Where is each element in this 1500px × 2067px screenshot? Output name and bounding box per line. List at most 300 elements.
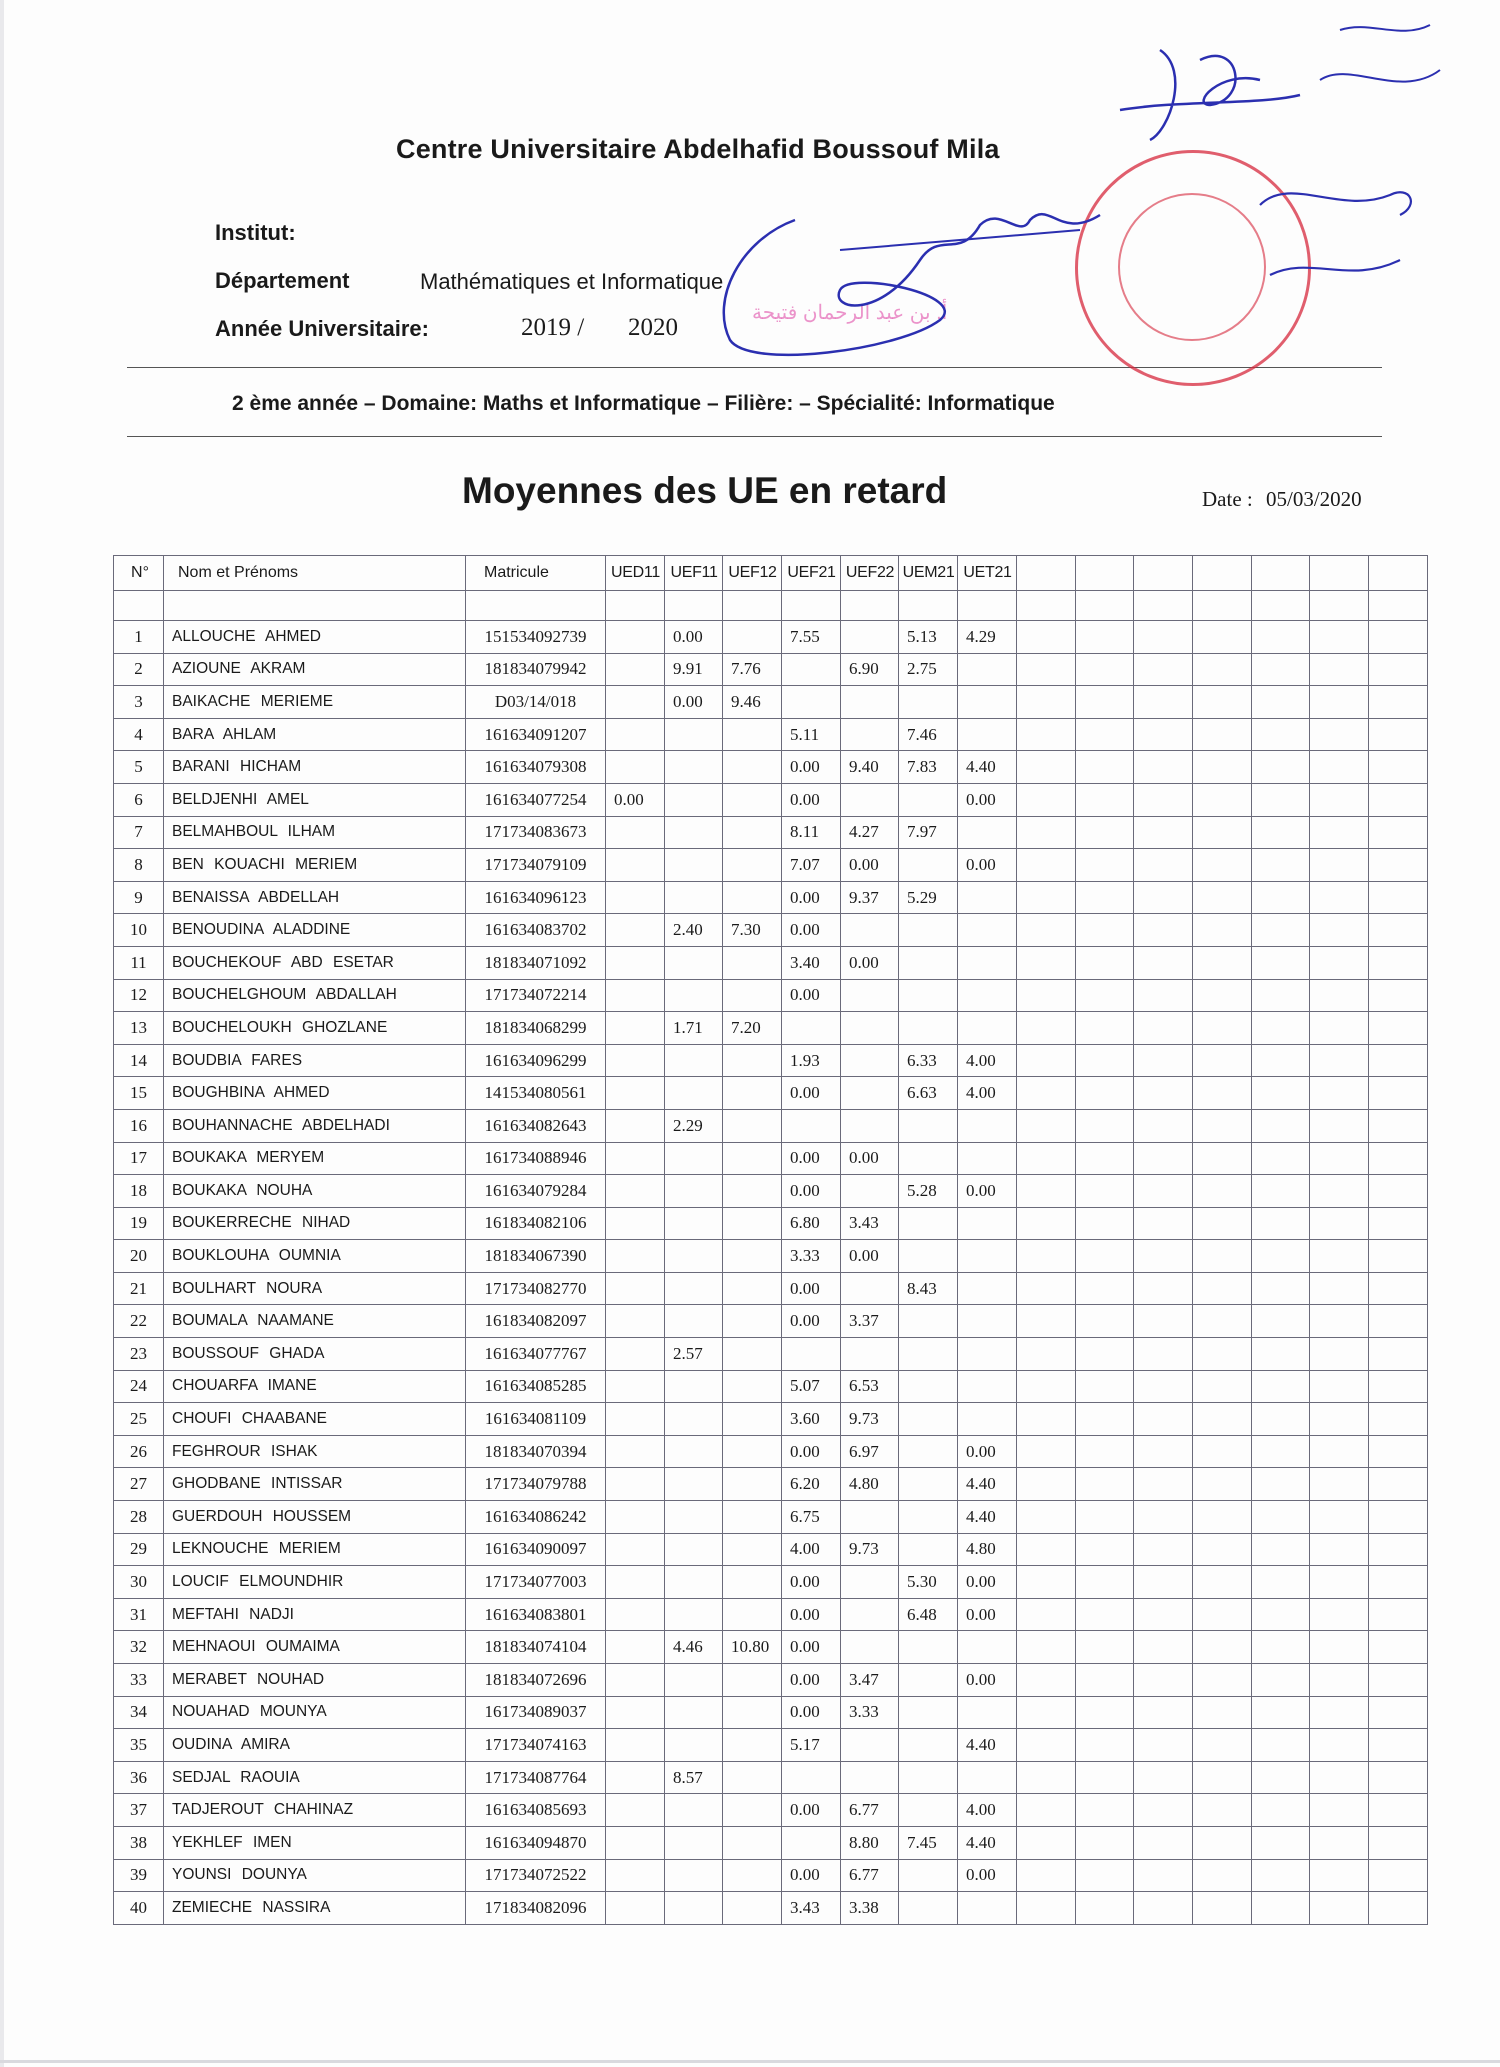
grade-uem21: [899, 1109, 958, 1142]
empty-cell: [1017, 946, 1076, 979]
grade-uem21: [899, 1631, 958, 1664]
grade-uef22: [841, 1761, 899, 1794]
grade-uef22: [841, 979, 899, 1012]
table-row: [114, 1859, 1428, 1892]
empty-cell: [1252, 1631, 1310, 1664]
empty-cell: [1369, 1207, 1428, 1240]
table-row: [114, 1468, 1428, 1501]
empty-cell: [1310, 686, 1369, 719]
grade-uef21: 0.00: [782, 1566, 841, 1599]
empty-cell: [1017, 1566, 1076, 1599]
empty-cell: [1076, 1859, 1134, 1892]
student-name: BOUKAKA NOUHA: [164, 1175, 466, 1208]
empty-cell: [1076, 1761, 1134, 1794]
student-name: SEDJAL RAOUIA: [164, 1761, 466, 1794]
institution-title: Centre Universitaire Abdelhafid Boussouf Mila: [396, 134, 1000, 164]
empty-cell: [1369, 1598, 1428, 1631]
grade-uef11: [665, 849, 723, 882]
col-header-uef21: UEF21: [782, 556, 841, 591]
empty-cell: [1193, 1272, 1252, 1305]
grade-uef22: [841, 1729, 899, 1762]
student-name: AZIOUNE AKRAM: [164, 653, 466, 686]
grade-uef22: [841, 783, 899, 816]
empty-cell: [1252, 1207, 1310, 1240]
grade-uef21: 0.00: [782, 1631, 841, 1664]
empty-cell: [1193, 1435, 1252, 1468]
empty-cell: [1134, 1305, 1193, 1338]
empty-cell: [1310, 1664, 1369, 1697]
empty-cell: [1252, 816, 1310, 849]
empty-cell: [1369, 1435, 1428, 1468]
table-row: [114, 979, 1428, 1012]
grade-uef11: [665, 783, 723, 816]
grade-uef21: 0.00: [782, 1664, 841, 1697]
student-matricule: 181834068299: [466, 1012, 606, 1045]
grade-ued11: 0.00: [606, 783, 665, 816]
grade-uet21: 4.80: [958, 1533, 1017, 1566]
empty-cell: [1369, 686, 1428, 719]
grade-ued11: [606, 1826, 665, 1859]
grade-ued11: [606, 1305, 665, 1338]
empty-cell: [1134, 1109, 1193, 1142]
empty-cell: [1310, 1566, 1369, 1599]
table-row: [114, 1664, 1428, 1697]
grade-uef11: [665, 1435, 723, 1468]
empty-cell: [1076, 1044, 1134, 1077]
grade-uef22: [841, 718, 899, 751]
empty-cell: [1252, 849, 1310, 882]
grade-ued11: [606, 1403, 665, 1436]
grade-uef22: 9.73: [841, 1403, 899, 1436]
annee-label: Année Universitaire:: [215, 316, 429, 341]
grade-uef21: 3.40: [782, 946, 841, 979]
empty-cell: [1134, 1044, 1193, 1077]
grade-uem21: [899, 1533, 958, 1566]
grade-uef21: [782, 686, 841, 719]
grade-uef22: 4.80: [841, 1468, 899, 1501]
grade-uem21: [899, 783, 958, 816]
empty-cell: [1252, 914, 1310, 947]
grade-uef12: [723, 1044, 782, 1077]
table-row: [114, 1370, 1428, 1403]
empty-cell: [1369, 1175, 1428, 1208]
grade-uef11: [665, 1468, 723, 1501]
grade-uef22: [841, 1501, 899, 1534]
empty-cell: [1193, 914, 1252, 947]
empty-cell: [1310, 946, 1369, 979]
empty-cell: [1369, 1631, 1428, 1664]
col-header-uet21: UET21: [958, 556, 1017, 591]
empty-cell: [1369, 718, 1428, 751]
grade-uef22: 4.27: [841, 816, 899, 849]
grade-uef21: [782, 1012, 841, 1045]
grade-uet21: [958, 1012, 1017, 1045]
empty-cell: [1017, 1859, 1076, 1892]
grade-uef11: [665, 1826, 723, 1859]
empty-cell: [1017, 1272, 1076, 1305]
grade-uem21: [899, 1664, 958, 1697]
grade-uef21: 6.75: [782, 1501, 841, 1534]
empty-cell: [1310, 1533, 1369, 1566]
grade-uef11: [665, 1272, 723, 1305]
empty-cell: [1310, 1109, 1369, 1142]
empty-cell: [1252, 979, 1310, 1012]
col-header-ued11: UED11: [606, 556, 665, 591]
grade-uem21: [899, 1305, 958, 1338]
grade-uem21: [899, 1696, 958, 1729]
empty-cell: [1193, 1044, 1252, 1077]
grade-ued11: [606, 1501, 665, 1534]
grade-uef21: 5.17: [782, 1729, 841, 1762]
empty-cell: [1134, 946, 1193, 979]
grade-uef21: 8.11: [782, 816, 841, 849]
student-matricule: 171734087764: [466, 1761, 606, 1794]
student-name: LOUCIF ELMOUNDHIR: [164, 1566, 466, 1599]
grade-uef12: [723, 1761, 782, 1794]
grade-uet21: 0.00: [958, 1664, 1017, 1697]
grade-uef11: 2.40: [665, 914, 723, 947]
empty-cell: [1310, 1435, 1369, 1468]
grade-uef22: 6.77: [841, 1794, 899, 1827]
grade-uem21: 5.28: [899, 1175, 958, 1208]
student-name: BELMAHBOUL ILHAM: [164, 816, 466, 849]
grade-uef21: 0.00: [782, 783, 841, 816]
student-name: NOUAHAD MOUNYA: [164, 1696, 466, 1729]
student-matricule: 151534092739: [466, 621, 606, 654]
empty-cell: [1369, 1664, 1428, 1697]
empty-cell: [1252, 1468, 1310, 1501]
empty-cell: [1076, 1826, 1134, 1859]
student-matricule: 161634081109: [466, 1403, 606, 1436]
grade-uef12: [723, 1175, 782, 1208]
row-number: 38: [114, 1826, 164, 1859]
empty-cell: [1193, 1240, 1252, 1273]
empty-cell: [1076, 1696, 1134, 1729]
empty-cell: [1310, 1077, 1369, 1110]
grade-uef21: 0.00: [782, 1305, 841, 1338]
empty-cell: [1017, 1631, 1076, 1664]
grade-uef12: [723, 1272, 782, 1305]
empty-cell: [1017, 1533, 1076, 1566]
grade-uef11: [665, 1892, 723, 1925]
grade-uef11: [665, 1142, 723, 1175]
empty-cell: [1017, 1175, 1076, 1208]
empty-cell: [1252, 1175, 1310, 1208]
student-name: YEKHLEF IMEN: [164, 1826, 466, 1859]
empty-cell: [1193, 1012, 1252, 1045]
grade-uef11: [665, 881, 723, 914]
grade-uef22: 0.00: [841, 1240, 899, 1273]
grade-ued11: [606, 1012, 665, 1045]
empty-cell: [1134, 686, 1193, 719]
grade-uet21: [958, 1338, 1017, 1371]
empty-cell: [1017, 718, 1076, 751]
student-matricule: 181834072696: [466, 1664, 606, 1697]
empty-cell: [1193, 718, 1252, 751]
empty-cell: [1310, 1892, 1369, 1925]
empty-cell: [1017, 783, 1076, 816]
grade-uef21: 0.00: [782, 1435, 841, 1468]
empty-cell: [1369, 1794, 1428, 1827]
student-name: CHOUFI CHAABANE: [164, 1403, 466, 1436]
empty-cell: [1076, 621, 1134, 654]
table-row: [114, 881, 1428, 914]
empty-cell: [1369, 783, 1428, 816]
empty-cell: [1076, 816, 1134, 849]
empty-cell: [1193, 1403, 1252, 1436]
student-name: GHODBANE INTISSAR: [164, 1468, 466, 1501]
empty-cell: [1369, 1109, 1428, 1142]
grade-uem21: [899, 1892, 958, 1925]
empty-cell: [1310, 653, 1369, 686]
student-name: OUDINA AMIRA: [164, 1729, 466, 1762]
grade-uef12: [723, 1077, 782, 1110]
table-row: [114, 816, 1428, 849]
grade-uet21: 0.00: [958, 1598, 1017, 1631]
grade-uem21: 6.33: [899, 1044, 958, 1077]
row-number: 18: [114, 1175, 164, 1208]
student-matricule: 181834071092: [466, 946, 606, 979]
col-header-empty: [1252, 556, 1310, 591]
grade-uem21: [899, 1468, 958, 1501]
student-matricule: 171734079109: [466, 849, 606, 882]
grade-uet21: 0.00: [958, 1435, 1017, 1468]
row-number: 36: [114, 1761, 164, 1794]
empty-cell: [1310, 1501, 1369, 1534]
row-number: 5: [114, 751, 164, 784]
empty-cell: [1076, 1566, 1134, 1599]
empty-cell: [1134, 1403, 1193, 1436]
grade-uef11: [665, 979, 723, 1012]
grade-ued11: [606, 1338, 665, 1371]
grade-ued11: [606, 1370, 665, 1403]
empty-cell: [1076, 783, 1134, 816]
empty-cell: [1369, 1859, 1428, 1892]
empty-cell: [1252, 1240, 1310, 1273]
empty-cell: [1252, 653, 1310, 686]
grade-uef12: [723, 1403, 782, 1436]
empty-cell: [1310, 1044, 1369, 1077]
table-row: [114, 1240, 1428, 1273]
empty-cell: [1076, 1175, 1134, 1208]
empty-cell: [1134, 1826, 1193, 1859]
grade-uem21: 8.43: [899, 1272, 958, 1305]
grade-uef22: 6.97: [841, 1435, 899, 1468]
empty-cell: [1252, 1794, 1310, 1827]
table-row: [114, 1435, 1428, 1468]
grade-uef11: [665, 1859, 723, 1892]
student-matricule: 161634077254: [466, 783, 606, 816]
grade-uem21: [899, 1142, 958, 1175]
grade-uet21: [958, 1696, 1017, 1729]
empty-cell: [1076, 1207, 1134, 1240]
student-name: BARA AHLAM: [164, 718, 466, 751]
grade-uef21: 6.80: [782, 1207, 841, 1240]
grade-uef11: 0.00: [665, 686, 723, 719]
empty-cell: [1076, 1468, 1134, 1501]
grade-ued11: [606, 979, 665, 1012]
empty-cell: [1017, 1664, 1076, 1697]
grade-uem21: [899, 914, 958, 947]
row-number: 7: [114, 816, 164, 849]
grade-uef12: [723, 1696, 782, 1729]
row-number: 24: [114, 1370, 164, 1403]
grade-uem21: [899, 946, 958, 979]
empty-cell: [1252, 1012, 1310, 1045]
empty-cell: [1252, 1305, 1310, 1338]
empty-cell: [1193, 1109, 1252, 1142]
row-number: 3: [114, 686, 164, 719]
col-header-matricule: Matricule: [466, 556, 606, 591]
student-matricule: 161834082097: [466, 1305, 606, 1338]
student-name: CHOUARFA IMANE: [164, 1370, 466, 1403]
grade-uef12: 7.76: [723, 653, 782, 686]
grade-uef12: [723, 1566, 782, 1599]
grade-uef21: 0.00: [782, 881, 841, 914]
empty-cell: [1310, 1370, 1369, 1403]
grade-uef22: 6.77: [841, 1859, 899, 1892]
grade-ued11: [606, 751, 665, 784]
row-number: 15: [114, 1077, 164, 1110]
grade-uef11: [665, 1044, 723, 1077]
student-matricule: D03/14/018: [466, 686, 606, 719]
grade-uef21: [782, 653, 841, 686]
grade-uef12: [723, 946, 782, 979]
grade-ued11: [606, 653, 665, 686]
grade-uef22: [841, 1272, 899, 1305]
row-number: 13: [114, 1012, 164, 1045]
empty-cell: [1252, 1761, 1310, 1794]
grade-uef21: 3.60: [782, 1403, 841, 1436]
empty-cell: [1134, 1435, 1193, 1468]
row-number: 30: [114, 1566, 164, 1599]
grade-uef12: [723, 849, 782, 882]
student-matricule: 161634096299: [466, 1044, 606, 1077]
grade-uet21: [958, 881, 1017, 914]
grade-uef12: [723, 1729, 782, 1762]
date-value: 05/03/2020: [1265, 487, 1362, 511]
row-number: 29: [114, 1533, 164, 1566]
empty-cell: [1134, 1338, 1193, 1371]
table-row: [114, 1566, 1428, 1599]
grade-uet21: [958, 914, 1017, 947]
grade-ued11: [606, 914, 665, 947]
grade-uet21: [958, 1109, 1017, 1142]
empty-cell: [1017, 1012, 1076, 1045]
grade-uef21: [782, 1109, 841, 1142]
empty-cell: [1134, 751, 1193, 784]
grade-ued11: [606, 849, 665, 882]
grade-uef12: [723, 1501, 782, 1534]
grade-uef21: 5.11: [782, 718, 841, 751]
student-name: BENOUDINA ALADDINE: [164, 914, 466, 947]
empty-cell: [1369, 653, 1428, 686]
grade-uef12: [723, 1892, 782, 1925]
row-number: 8: [114, 849, 164, 882]
empty-cell: [1252, 1044, 1310, 1077]
empty-cell: [1017, 1696, 1076, 1729]
grade-uef22: [841, 1566, 899, 1599]
empty-cell: [1017, 816, 1076, 849]
empty-cell: [1134, 1501, 1193, 1534]
grade-uet21: [958, 979, 1017, 1012]
grade-uef11: [665, 718, 723, 751]
grade-uet21: 4.40: [958, 1468, 1017, 1501]
student-matricule: 181834067390: [466, 1240, 606, 1273]
table-row: [114, 653, 1428, 686]
empty-cell: [1076, 1370, 1134, 1403]
empty-cell: [1310, 621, 1369, 654]
handwritten-note-right-icon: [1250, 165, 1430, 295]
grade-uef12: [723, 1142, 782, 1175]
student-matricule: 161634082643: [466, 1109, 606, 1142]
table-spacer-row: [114, 591, 1428, 621]
col-header-empty: [1134, 556, 1193, 591]
empty-cell: [1017, 1338, 1076, 1371]
empty-cell: [1076, 946, 1134, 979]
student-name: MEFTAHI NADJI: [164, 1598, 466, 1631]
empty-cell: [1076, 1338, 1134, 1371]
empty-cell: [1017, 1892, 1076, 1925]
empty-cell: [1017, 1598, 1076, 1631]
student-name: MEHNAOUI OUMAIMA: [164, 1631, 466, 1664]
empty-cell: [1369, 1501, 1428, 1534]
student-matricule: 161634079308: [466, 751, 606, 784]
grade-uem21: 5.29: [899, 881, 958, 914]
table-row: [114, 1501, 1428, 1534]
table-row: [114, 1077, 1428, 1110]
row-number: 26: [114, 1435, 164, 1468]
empty-cell: [1193, 946, 1252, 979]
empty-cell: [1193, 1859, 1252, 1892]
grade-uem21: [899, 1729, 958, 1762]
student-name: TADJEROUT CHAHINAZ: [164, 1794, 466, 1827]
row-number: 28: [114, 1501, 164, 1534]
table-row: [114, 1272, 1428, 1305]
grade-uef21: [782, 1338, 841, 1371]
empty-cell: [1134, 783, 1193, 816]
row-number: 11: [114, 946, 164, 979]
grade-uet21: 4.40: [958, 1501, 1017, 1534]
row-number: 34: [114, 1696, 164, 1729]
empty-cell: [1369, 1826, 1428, 1859]
empty-cell: [1193, 1305, 1252, 1338]
grade-uef12: [723, 979, 782, 1012]
grade-uet21: 0.00: [958, 849, 1017, 882]
grade-uef22: [841, 914, 899, 947]
table-row: [114, 1598, 1428, 1631]
grade-ued11: [606, 1696, 665, 1729]
student-matricule: 161734089037: [466, 1696, 606, 1729]
grade-uef11: [665, 816, 723, 849]
empty-cell: [1134, 1207, 1193, 1240]
empty-cell: [1017, 849, 1076, 882]
empty-cell: [1076, 653, 1134, 686]
empty-cell: [1252, 881, 1310, 914]
col-header-uef11: UEF11: [665, 556, 723, 591]
empty-cell: [1017, 1370, 1076, 1403]
col-header-name: Nom et Prénoms: [164, 556, 466, 591]
grade-ued11: [606, 1468, 665, 1501]
empty-cell: [1193, 1370, 1252, 1403]
grade-uet21: 0.00: [958, 783, 1017, 816]
empty-cell: [1193, 1338, 1252, 1371]
col-header-empty: [1369, 556, 1428, 591]
empty-cell: [1076, 1142, 1134, 1175]
empty-cell: [1310, 783, 1369, 816]
empty-cell: [1134, 1696, 1193, 1729]
empty-cell: [1193, 1729, 1252, 1762]
